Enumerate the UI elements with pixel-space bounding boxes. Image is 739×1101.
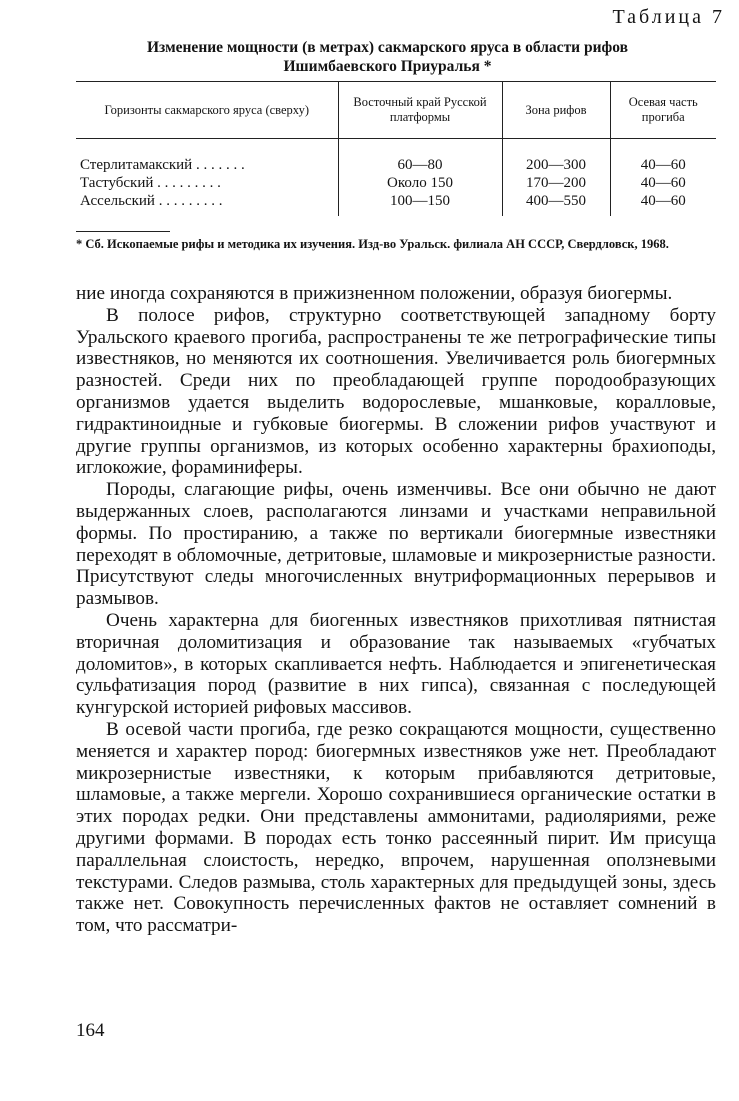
- column-header-east-platform: Восточный край Русской платформы: [338, 82, 502, 139]
- reef-zone-value: 170—200: [502, 174, 610, 192]
- paragraph: ние иногда сохраняются в прижизненном положении, образуя биогермы.: [76, 283, 673, 304]
- axial-part-value: 40—60: [610, 174, 716, 192]
- table-title-line-1: Изменение мощности (в метрах) сакмарского яруса в области рифов: [147, 39, 628, 56]
- reef-zone-value: 400—550: [502, 192, 610, 216]
- table-row: [76, 174, 716, 192]
- table-row: [76, 139, 716, 175]
- horizon-name: Ассельский . . . . . . . . .: [80, 193, 223, 209]
- reef-zone-value: 200—300: [502, 139, 610, 175]
- east-platform-value: 60—80: [338, 139, 502, 175]
- axial-part-value: 40—60: [610, 192, 716, 216]
- paragraph: Очень характерна для биогенных известняков прихотливая пятнистая вторичная доломитизация и образование так называемых «губчатых доломитов», в которых скапливается нефть. Наблюдается и эпигенетическая сульфатизация пород (развитие в них гипса), связанная с последующей кунгурской историей рифовых массивов.: [76, 609, 716, 719]
- column-header-axial-part: Осевая часть прогиба: [610, 82, 716, 139]
- east-platform-value: Около 150: [338, 174, 502, 192]
- horizon-name: Стерлитамакский . . . . . . .: [80, 157, 245, 173]
- table-number-label: Таблица 7: [612, 6, 725, 28]
- east-platform-value: 100—150: [338, 192, 502, 216]
- footnote-divider: [76, 231, 170, 232]
- paragraph: В полосе рифов, структурно соответствующей западному борту Уральского краевого прогиба, распространены те же петрографические типы известняков, но меняются их соотношения. Увеличивается роль биогермных разностей. Среди них по преобладающей группе породообразующих организмов удается выделить водорослевые, мшанковые, коралловые, гидрактиноидные и губковые биогермы. В сложении рифов участвуют и другие группы организмов, из которых особенно характерны брахиоподы, иглокожие, фораминиферы.: [76, 304, 716, 479]
- page-number: 164: [76, 1020, 105, 1041]
- footnote: * Сб. Ископаемые рифы и методика их изучения. Изд-во Уральск. филиала АН СССР, Свердловск, 1968.: [76, 237, 669, 251]
- body-text: [76, 283, 716, 937]
- paragraph: Породы, слагающие рифы, очень изменчивы. Все они обычно не дают выдержанных слоев, располагаются линзами и участками неправильной формы. По простиранию, а также по вертикали биогермные известняки переходят в обломочные, детритовые, шламовые и микрозернистые разности. Присутствуют следы многочисленных внутриформационных перерывов и размывов.: [76, 479, 716, 610]
- table-header-row: [76, 82, 716, 139]
- thickness-table: [76, 81, 716, 216]
- paragraph: В осевой части прогиба, где резко сокращаются мощности, существенно меняется и характер пород: биогермных известняков уже нет. Преобладают микрозернистые известняки, к которым прибавляются детритовые, шламовые, а также мергели. Хорошо сохранившиеся органические остатки в этих породах редки. Они представлены аммонитами, радиоляриями, реже другими формами. В породах есть тонко рассеянный пирит. Им присуща параллельная слоистость, нередко, впрочем, нарушенная оползневыми текстурами. Следов размыва, столь характерных для предыдущей зоны, здесь также нет. Совокупность перечисленных фактов не оставляет сомнений в том, что рассматри-: [76, 718, 716, 937]
- column-header-horizons: Горизонты сакмарского яруса (сверху): [76, 82, 338, 139]
- table-title: [80, 38, 695, 76]
- horizon-name: Тастубский . . . . . . . . .: [80, 175, 221, 191]
- table-row: [76, 192, 716, 216]
- column-header-reef-zone: Зона рифов: [502, 82, 610, 139]
- axial-part-value: 40—60: [610, 139, 716, 175]
- table-title-line-2: Ишимбаевского Приуралья *: [283, 58, 492, 75]
